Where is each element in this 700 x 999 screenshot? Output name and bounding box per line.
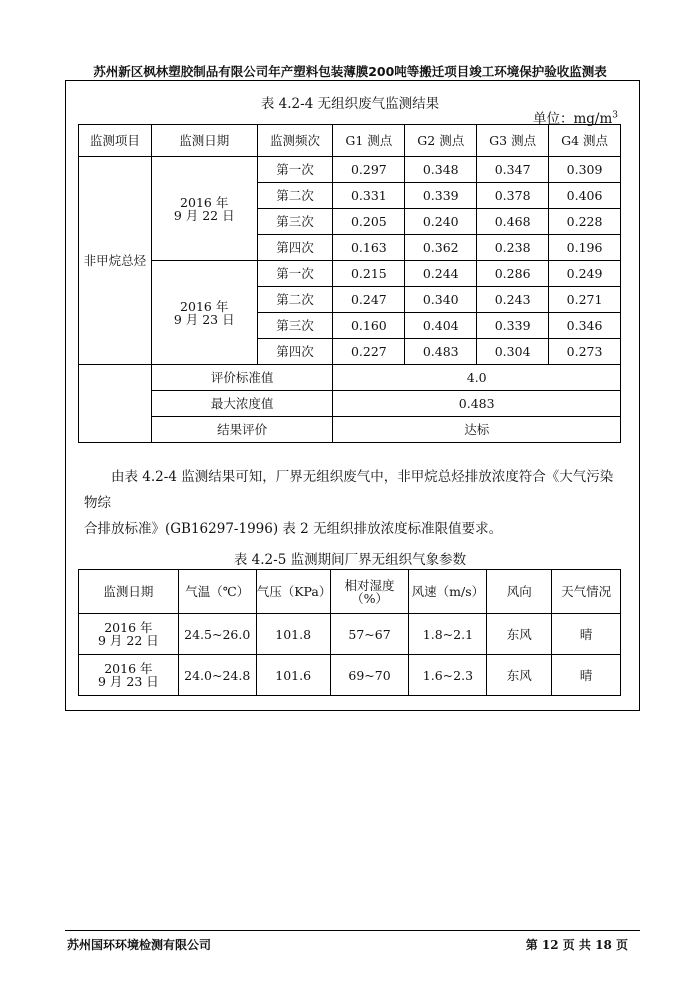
table1-title: 表 4.2-4 无组织废气监测结果 xyxy=(260,96,440,112)
summary-value: 0.483 xyxy=(333,391,621,417)
table-row xyxy=(79,614,621,655)
freq-cell: 第四次 xyxy=(257,339,333,365)
result-paragraph: 由表 4.2-4 监测结果可知，厂界无组织废气中，非甲烷总烃排放浓度符合《大气污染物综 合排放标准》(GB16297-1996) 表 2 无组织排放浓度标准限值要求。 xyxy=(84,469,614,537)
freq-cell: 第一次 xyxy=(257,157,333,183)
weather-parameters-table xyxy=(78,569,621,696)
humidity-cell: 69~70 xyxy=(330,655,409,696)
date-cell: 2016 年 9 月 22 日 xyxy=(151,157,257,261)
header-cell: 风向 xyxy=(487,570,552,614)
value-cell: 0.244 xyxy=(405,261,477,287)
value-cell: 0.346 xyxy=(549,313,621,339)
value-cell: 0.163 xyxy=(333,235,405,261)
header-cell: 监测日期 xyxy=(151,125,257,157)
table-header-row xyxy=(79,570,621,614)
value-cell: 0.243 xyxy=(477,287,549,313)
value-cell: 0.240 xyxy=(405,209,477,235)
table-row xyxy=(79,157,621,183)
value-cell: 0.468 xyxy=(477,209,549,235)
wind-dir-cell: 东风 xyxy=(487,655,552,696)
value-cell: 0.339 xyxy=(477,313,549,339)
header-cell: 气压（KPa） xyxy=(256,570,330,614)
footer-page-number: 第 12 页 共 18 页 xyxy=(525,938,628,952)
summary-label: 评价标准值 xyxy=(151,365,333,391)
wind-speed-cell: 1.8~2.1 xyxy=(409,614,487,655)
humidity-cell: 57~67 xyxy=(330,614,409,655)
value-cell: 0.271 xyxy=(549,287,621,313)
summary-label: 结果评价 xyxy=(151,417,333,443)
value-cell: 0.404 xyxy=(405,313,477,339)
value-cell: 0.406 xyxy=(549,183,621,209)
freq-cell: 第三次 xyxy=(257,313,333,339)
freq-cell: 第二次 xyxy=(257,287,333,313)
pressure-cell: 101.8 xyxy=(256,614,330,655)
wind-dir-cell: 东风 xyxy=(487,614,552,655)
value-cell: 0.339 xyxy=(405,183,477,209)
summary-row xyxy=(79,417,621,443)
value-cell: 0.247 xyxy=(333,287,405,313)
table-header-row xyxy=(79,125,621,157)
summary-label: 最大浓度值 xyxy=(151,391,333,417)
value-cell: 0.331 xyxy=(333,183,405,209)
header-cell: 天气情况 xyxy=(552,570,621,614)
summary-value: 4.0 xyxy=(333,365,621,391)
date-cell: 2016 年 9 月 23 日 xyxy=(79,655,179,696)
table-row xyxy=(79,261,621,287)
weather-cell: 晴 xyxy=(552,614,621,655)
value-cell: 0.205 xyxy=(333,209,405,235)
wind-speed-cell: 1.6~2.3 xyxy=(409,655,487,696)
temp-cell: 24.0~24.8 xyxy=(178,655,256,696)
value-cell: 0.340 xyxy=(405,287,477,313)
value-cell: 0.304 xyxy=(477,339,549,365)
weather-cell: 晴 xyxy=(552,655,621,696)
value-cell: 0.215 xyxy=(333,261,405,287)
temp-cell: 24.5~26.0 xyxy=(178,614,256,655)
value-cell: 0.286 xyxy=(477,261,549,287)
date-cell: 2016 年 9 月 22 日 xyxy=(79,614,179,655)
header-cell: G1 测点 xyxy=(333,125,405,157)
freq-cell: 第三次 xyxy=(257,209,333,235)
value-cell: 0.348 xyxy=(405,157,477,183)
freq-cell: 第一次 xyxy=(257,261,333,287)
summary-value: 达标 xyxy=(333,417,621,443)
table2-title: 表 4.2-5 监测期间厂界无组织气象参数 xyxy=(233,552,467,568)
value-cell: 0.309 xyxy=(549,157,621,183)
value-cell: 0.483 xyxy=(405,339,477,365)
value-cell: 0.227 xyxy=(333,339,405,365)
freq-cell: 第二次 xyxy=(257,183,333,209)
header-cell: 相对湿度 （%） xyxy=(330,570,409,614)
value-cell: 0.196 xyxy=(549,235,621,261)
summary-row xyxy=(79,391,621,417)
header-cell: 风速（m/s） xyxy=(409,570,487,614)
value-cell: 0.297 xyxy=(333,157,405,183)
monitoring-results-table xyxy=(78,124,621,443)
value-cell: 0.249 xyxy=(549,261,621,287)
freq-cell: 第四次 xyxy=(257,235,333,261)
header-cell: 气温（℃） xyxy=(178,570,256,614)
value-cell: 0.273 xyxy=(549,339,621,365)
item-cell: 非甲烷总烃 xyxy=(79,157,152,365)
header-cell: G3 测点 xyxy=(477,125,549,157)
value-cell: 0.160 xyxy=(333,313,405,339)
header-cell: 监测项目 xyxy=(79,125,152,157)
value-cell: 0.362 xyxy=(405,235,477,261)
value-cell: 0.238 xyxy=(477,235,549,261)
table-row xyxy=(79,655,621,696)
summary-row xyxy=(79,365,621,391)
value-cell: 0.228 xyxy=(549,209,621,235)
header-cell: G4 测点 xyxy=(549,125,621,157)
header-cell: 监测日期 xyxy=(79,570,179,614)
table1-unit: 单位：$mg/m^3$ xyxy=(532,110,618,127)
pressure-cell: 101.6 xyxy=(256,655,330,696)
header-cell: G2 测点 xyxy=(405,125,477,157)
header-cell: 监测频次 xyxy=(257,125,333,157)
value-cell: 0.378 xyxy=(477,183,549,209)
value-cell: 0.347 xyxy=(477,157,549,183)
footer-company: 苏州国环环境检测有限公司 xyxy=(67,938,212,952)
document-header: 苏州新区枫林塑胶制品有限公司年产塑料包装薄膜200吨等搬迁项目竣工环境保护验收监测表 xyxy=(93,64,607,79)
footer-rule xyxy=(65,930,640,931)
date-cell: 2016 年 9 月 23 日 xyxy=(151,261,257,365)
